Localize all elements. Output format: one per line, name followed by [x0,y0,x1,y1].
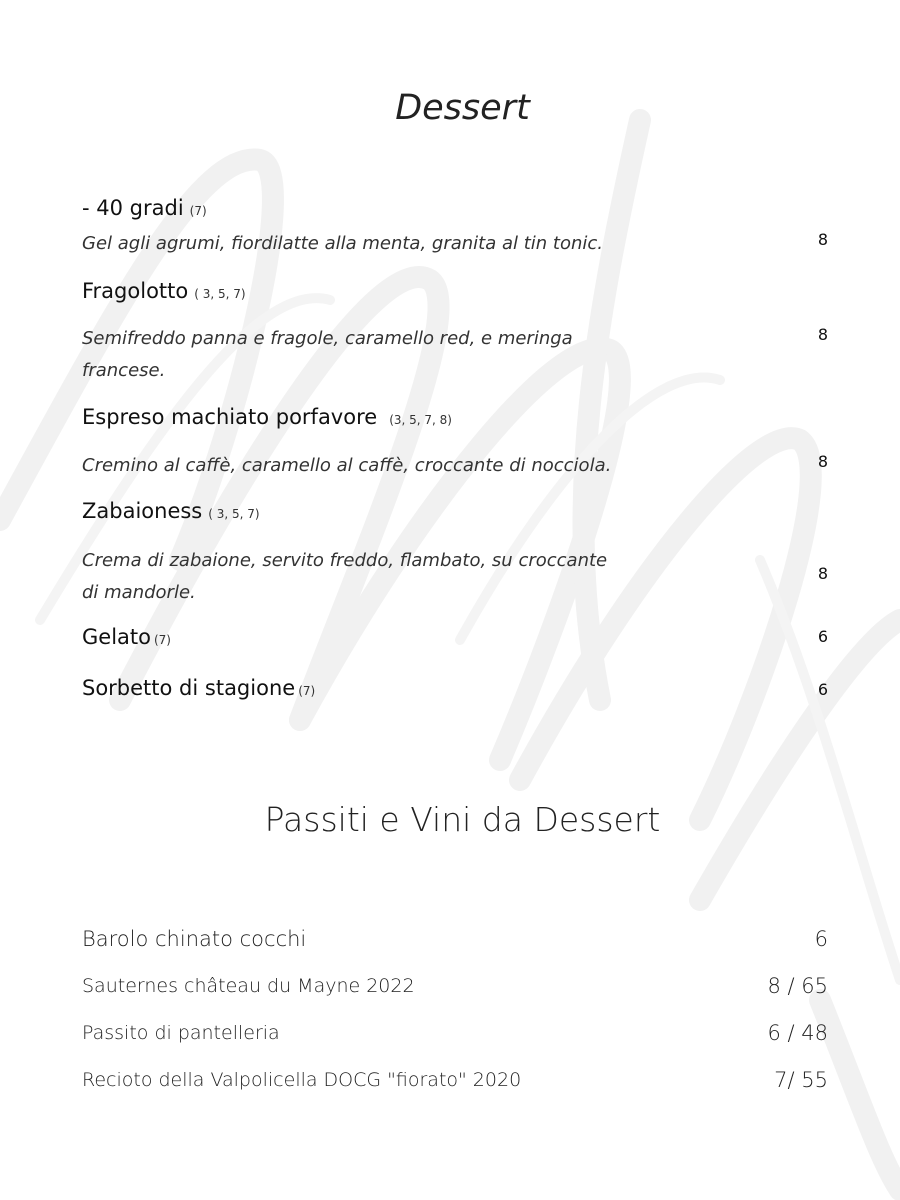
allergen-codes: (7) [153,633,171,647]
item-description-line: francese. [82,360,166,381]
menu-item-name [82,676,315,700]
item-description: Gel agli agrumi, fiordilatte alla menta, granita al tin tonic. [82,233,604,254]
item-name-sorbetto: Sorbetto di stagione [82,676,296,700]
wine-name: Barolo chinato cocchi [82,927,307,951]
item-description-line: di mandorle. [82,582,196,603]
item-name-zabaioness: Zabaioness [82,499,203,523]
item-description: Cremino al caffè, caramello al caffè, croccante di nocciola. [82,455,612,476]
menu-item-name [82,405,452,429]
item-price: 6 [817,627,828,646]
allergen-codes: ( 3, 5, 7) [208,507,260,521]
allergen-codes: (3, 5, 7, 8) [389,413,452,427]
item-price: 8 [817,452,828,471]
menu-item-name [82,625,171,649]
item-price: 6 [817,680,828,699]
menu-item-name [82,196,207,220]
menu-item-name [82,499,260,523]
item-price: 8 [817,564,828,583]
wines-title: Passiti e Vini da Dessert [264,800,661,839]
item-description-line: Semifreddo panna e fragole, caramello red, e meringa [82,328,573,349]
item-price: 8 [817,325,828,344]
wine-price: 6 [814,927,828,951]
item-price: 8 [817,230,828,249]
item-name-fragolotto: Fragolotto [82,279,189,303]
allergen-codes: (7) [189,204,207,218]
dessert-title: Dessert [395,88,530,128]
wine-name: Sauternes château du Mayne 2022 [82,975,415,997]
item-name-espreso: Espreso machiato porfavore [82,405,378,429]
wine-price: 8 / 65 [767,974,828,998]
item-name-40-gradi: - 40 gradi [82,196,184,220]
wine-name: Passito di pantelleria [82,1022,280,1044]
wine-price: 7/ 55 [774,1068,828,1092]
allergen-codes: ( 3, 5, 7) [194,287,246,301]
wine-name: Recioto della Valpolicella DOCG "fiorato" 2020 [82,1069,522,1091]
item-description-line: Crema di zabaione, servito freddo, flambato, su croccante [82,550,608,571]
wine-price: 6 / 48 [767,1021,828,1045]
menu-item-name [82,279,246,303]
item-name-gelato: Gelato [82,625,151,649]
allergen-codes: (7) [298,684,316,698]
